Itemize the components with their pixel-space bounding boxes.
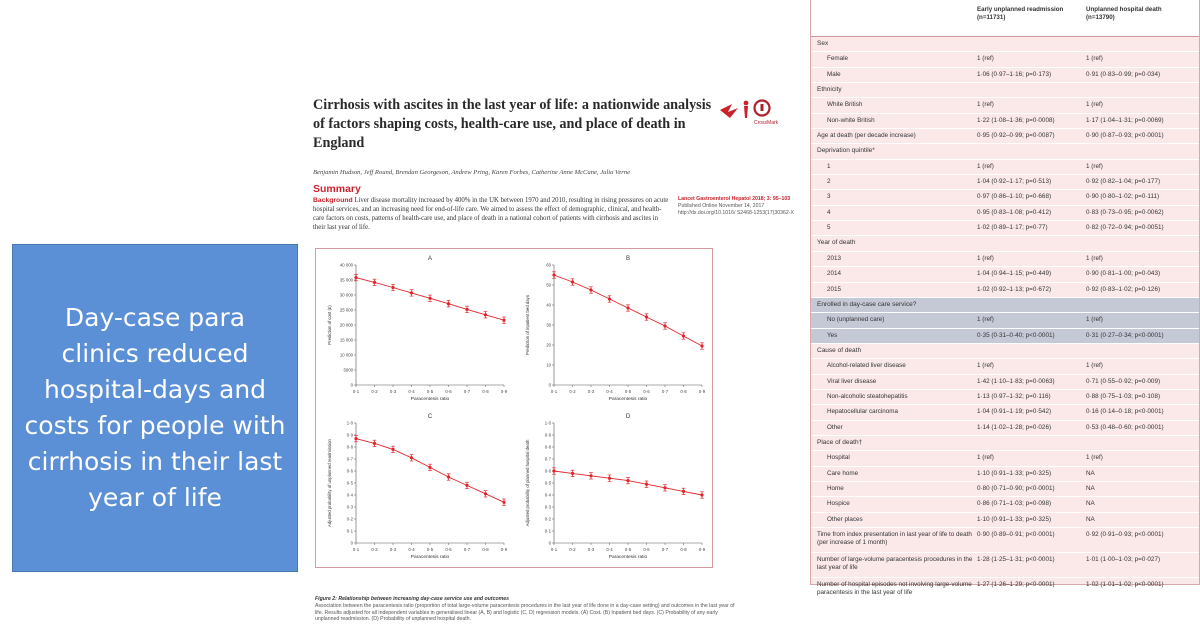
data-point — [571, 472, 574, 475]
table-row — [811, 578, 1199, 612]
journal-icons — [716, 94, 779, 130]
cell-readmission: 1·27 (1·26–1·29; p<0·0001) — [977, 581, 1055, 588]
y-tick-label: 0·8 — [346, 444, 353, 450]
table-row — [811, 528, 1199, 553]
y-tick-label: 25 000 — [339, 307, 353, 313]
table-row — [811, 329, 1199, 344]
cell-hospital-death: 1·17 (1·04–1·31; p=0·0069) — [1086, 116, 1164, 124]
row-label: Other places — [827, 515, 863, 523]
journal-citation: Lancet Gastroenterol Hepatol 2018; 3: 95–103 — [678, 196, 791, 202]
row-label: 2013 — [827, 254, 842, 262]
x-tick-label: 0·1 — [352, 389, 360, 394]
data-point — [700, 493, 703, 496]
row-label: 5 — [827, 224, 831, 232]
data-point — [645, 315, 648, 318]
cell-hospital-death: NA — [1086, 500, 1095, 508]
figure-caption — [315, 596, 735, 623]
data-point — [682, 334, 685, 337]
x-tick-label: 0·8 — [482, 389, 489, 394]
cell-hospital-death: 0·90 (0·87–0·93; p<0·0001) — [1086, 132, 1164, 140]
y-tick-label: 0 — [548, 540, 551, 546]
y-tick-label: 35 000 — [339, 277, 353, 283]
cell-readmission: 1·04 (0·92–1·17; p=0·513) — [977, 178, 1052, 186]
row-label: Hospice — [827, 500, 850, 508]
paper-excerpt — [310, 88, 804, 628]
table-row — [811, 206, 1199, 221]
cell-hospital-death: 0·71 (0·55–0·92; p=0·009) — [1086, 377, 1161, 385]
y-tick-label: 10 000 — [339, 352, 353, 358]
row-label: Ethnicity — [817, 86, 842, 94]
cell-hospital-death: 0·82 (0·72–0·94; p=0·0051) — [1086, 224, 1164, 232]
x-tick-label: 0·6 — [445, 389, 452, 394]
data-point — [571, 280, 574, 283]
table-row — [811, 129, 1199, 144]
paper-authors: Benjamin Hudson, Jeff Round, Brendan Georgeson, Andrew Pring, Karen Forbes, Catherine Anne McCune, Julia Verne — [313, 169, 631, 176]
cell-hospital-death: 0·88 (0·75–1·03; p=0·108) — [1086, 392, 1161, 400]
summary-heading: Summary — [313, 183, 361, 195]
cell-readmission: 1 (ref) — [977, 254, 994, 262]
callout-box — [12, 244, 298, 572]
row-label: 1 — [827, 162, 831, 170]
y-tick-label: 0·9 — [346, 432, 353, 438]
cell-hospital-death: 0·90 (0·81–1·00; p=0·043) — [1086, 270, 1161, 278]
figure-charts — [316, 249, 712, 567]
data-point — [410, 291, 413, 294]
cell-hospital-death: 0·91 (0·83–0·99; p=0·034) — [1086, 70, 1161, 78]
row-label: Non-white British — [827, 116, 875, 124]
y-tick-label: 10 — [546, 362, 551, 368]
x-axis-label: Paracentesis ratio — [608, 397, 648, 402]
cell-readmission: 1·04 (0·94–1·15; p=0·449) — [977, 270, 1052, 278]
cell-readmission: 1 (ref) — [977, 316, 994, 324]
table-row — [811, 390, 1199, 405]
row-label: Female — [827, 55, 848, 63]
x-tick-label: 0·5 — [624, 547, 632, 552]
x-tick-label: 0·2 — [371, 389, 378, 394]
cell-readmission: 0·97 (0·86–1·10; p=0·668) — [977, 193, 1052, 201]
data-point — [663, 486, 666, 489]
x-tick-label: 0·3 — [587, 547, 595, 552]
cell-hospital-death: 0·90 (0·80–1·02; p=0·111) — [1086, 193, 1160, 201]
data-point — [465, 308, 468, 311]
x-tick-label: 0·1 — [550, 547, 558, 552]
x-tick-label: 0·1 — [550, 389, 558, 394]
cell-readmission: 1·04 (0·91–1·19; p=0·542) — [977, 408, 1052, 416]
table-row — [811, 451, 1199, 466]
row-label: Alcohol-related liver disease — [827, 362, 906, 370]
row-label: Viral liver disease — [827, 377, 877, 385]
data-point — [391, 286, 394, 289]
table-row — [811, 283, 1199, 298]
panel-label: C — [427, 414, 433, 420]
row-label: Home — [827, 484, 844, 492]
x-tick-label: 0·7 — [661, 389, 669, 394]
cell-hospital-death: 0·92 (0·82–1·04; p=0·177) — [1086, 178, 1161, 186]
data-point — [354, 276, 357, 279]
cell-readmission: 1·22 (1·08–1·36; p=0·0008) — [977, 116, 1055, 124]
y-tick-label: 40 000 — [339, 262, 353, 268]
row-label: Place of death† — [817, 438, 863, 446]
cell-readmission: 1 (ref) — [977, 362, 994, 370]
cell-readmission: 1·28 (1·25–1·31; p<0·0001) — [977, 556, 1055, 563]
header-hospital-death: Unplanned hospital death (n=13790) — [1086, 6, 1162, 21]
cell-readmission: 1·14 (1·02–1·28; p=0·026) — [977, 423, 1052, 431]
x-tick-label: 0·4 — [606, 547, 613, 552]
cell-readmission: 1 (ref) — [977, 55, 994, 63]
row-label: 3 — [827, 193, 831, 201]
cell-hospital-death: 0·92 (0·91–0·93; p<0·0001) — [1086, 531, 1164, 538]
cell-hospital-death: 1 (ref) — [1086, 55, 1103, 63]
callout-text: Day-case para clinics reduced hospital-days and costs for people with cirrhosis in their last year of life — [24, 303, 286, 512]
data-point — [589, 474, 592, 477]
y-tick-label: 0 — [350, 540, 353, 546]
y-tick-label: 0·9 — [544, 432, 551, 438]
cell-hospital-death: 1 (ref) — [1086, 254, 1103, 262]
y-axis-label: Prediction of inpatient bed days — [525, 295, 530, 355]
data-point — [484, 492, 487, 495]
x-tick-label: 0·4 — [408, 547, 415, 552]
table-row — [811, 68, 1199, 83]
cell-hospital-death: 0·83 (0·73–0·95; p=0·0062) — [1086, 208, 1164, 216]
data-point — [484, 313, 487, 316]
y-tick-label: 0·5 — [346, 480, 353, 486]
y-tick-label: 0·4 — [544, 492, 551, 498]
y-tick-label: 40 — [546, 302, 551, 308]
abstract — [313, 196, 669, 232]
cell-hospital-death: 1 (ref) — [1086, 101, 1103, 109]
row-label: Enrolled in day-case care service? — [817, 300, 917, 308]
table-row — [811, 467, 1199, 482]
cell-hospital-death: 1·01 (1·00–1·03; p=0·027) — [1086, 556, 1161, 563]
row-label: Other — [827, 423, 843, 431]
doi-link[interactable]: http://dx.doi.org/10.1016/ S2468-1253(17)30362-X — [678, 210, 794, 216]
cell-hospital-death: 1 (ref) — [1086, 362, 1103, 370]
cell-readmission: 1·10 (0·91–1·33; p=0·325) — [977, 469, 1052, 477]
data-point — [354, 437, 357, 440]
paper-title: Cirrhosis with ascites in the last year of life: a nationwide analysis of factors shaping costs, health-care use, and place of death in England — [313, 97, 712, 151]
table-row — [811, 298, 1199, 313]
table-row — [811, 513, 1199, 528]
figure-frame — [315, 248, 713, 568]
y-tick-label: 1·0 — [544, 420, 551, 426]
row-label: Sex — [817, 40, 829, 47]
data-point — [373, 281, 376, 284]
x-tick-label: 0·2 — [569, 547, 576, 552]
table-row — [811, 405, 1199, 420]
y-tick-label: 20 000 — [339, 322, 353, 328]
table-header — [811, 0, 1199, 37]
table-row — [811, 114, 1199, 129]
data-point — [700, 344, 703, 347]
row-label: Deprivation quintile* — [817, 147, 875, 155]
y-tick-label: 0 — [548, 382, 551, 388]
figure-caption-text: Association between the paracentesis ratio (proportion of total large-volume paracentesis procedures in the last year of life done in a day-case setting) and outcomes in the last year of life. Results adjusted for all independent variables in generalised linear (A, B) and logistic (C, D) regression models. (A) Cost. (B) Inpatient bed days. (C) Probability of any early unplanned readmission. (D) Probability of unplanned hospital death. — [315, 602, 735, 623]
cell-hospital-death: NA — [1086, 515, 1095, 523]
data-point — [410, 456, 413, 459]
row-label: No (unplanned care) — [827, 316, 885, 324]
cell-readmission: 0·95 (0·92–0·99; p=0·0087) — [977, 132, 1055, 140]
cell-readmission: 1·10 (0·91–1·33; p=0·325) — [977, 515, 1052, 523]
cell-readmission: 1·13 (0·97–1·32; p=0·116) — [977, 392, 1051, 400]
header-readmission: Early unplanned readmission (n=11731) — [977, 6, 1064, 21]
y-tick-label: 0·6 — [544, 468, 551, 474]
x-tick-label: 0·6 — [643, 389, 650, 394]
cell-readmission: 0·90 (0·89–0·91; p<0·0001) — [977, 531, 1055, 538]
x-axis-label: Paracentesis ratio — [410, 397, 450, 402]
table-row — [811, 482, 1199, 497]
row-label: White British — [827, 101, 863, 109]
x-tick-label: 0·9 — [698, 547, 706, 552]
abstract-text: Liver disease mortality increased by 400% in the UK between 1970 and 2010, resulting in rising pressures on acute hospital services, and an increasing need for end-of-life care. We aimed to assess the effect of demographic, clinical, and health-care factors on costs, patterns of health-care use, and place of death in a national cohort of patients with cirrhosis and ascites in their last year of life. — [313, 197, 669, 231]
table-row — [811, 52, 1199, 67]
x-tick-label: 0·2 — [371, 547, 378, 552]
y-tick-label: 0·2 — [544, 516, 551, 522]
data-point — [391, 448, 394, 451]
cell-hospital-death: 1 (ref) — [1086, 162, 1103, 170]
cell-hospital-death: 0·53 (0·48–0·60; p<0·0001) — [1086, 423, 1164, 431]
panel-label: D — [625, 414, 631, 420]
row-label: Care home — [827, 469, 859, 477]
data-point — [447, 475, 450, 478]
cell-hospital-death: 0·92 (0·83–1·02; p=0·126) — [1086, 285, 1161, 293]
table-row — [811, 190, 1199, 205]
cell-readmission: 0·86 (0·71–1·03; p=0·098) — [977, 500, 1052, 508]
row-label: Cause of death — [817, 346, 862, 354]
x-tick-label: 0·6 — [643, 547, 650, 552]
y-tick-label: 0·1 — [346, 528, 353, 534]
table-row — [811, 236, 1199, 251]
data-point — [608, 477, 611, 480]
y-axis-label: Adjusted probability of unplanned readmission — [327, 439, 332, 527]
table-row — [811, 553, 1199, 578]
background-label: Background — [313, 197, 353, 204]
table-row — [811, 252, 1199, 267]
row-label: 2 — [827, 178, 831, 186]
x-tick-label: 0·9 — [500, 547, 508, 552]
table-body — [811, 37, 1199, 612]
row-label: Number of hospital episodes not involving large-volume paracentesis in the last year of life — [817, 581, 972, 596]
cell-readmission: 0·35 (0·31–0·40; p<0·0001) — [977, 331, 1055, 339]
x-tick-label: 0·8 — [680, 389, 687, 394]
data-point — [428, 466, 431, 469]
table-row — [811, 221, 1199, 236]
x-axis-label: Paracentesis ratio — [410, 555, 450, 560]
table-row — [811, 375, 1199, 390]
table-row — [811, 421, 1199, 436]
x-tick-label: 0·9 — [500, 389, 508, 394]
cell-hospital-death: NA — [1086, 484, 1095, 492]
cell-hospital-death: 1 (ref) — [1086, 316, 1103, 324]
y-tick-label: 60 — [546, 262, 551, 268]
table-row — [811, 83, 1199, 98]
table-row — [811, 267, 1199, 282]
x-tick-label: 0·8 — [680, 547, 687, 552]
x-tick-label: 0·4 — [408, 389, 415, 394]
panel-label: B — [625, 256, 631, 262]
y-tick-label: 30 000 — [339, 292, 353, 298]
side-info — [678, 196, 794, 217]
table-row — [811, 160, 1199, 175]
cell-readmission: 1 (ref) — [977, 454, 994, 462]
cell-hospital-death: 0·31 (0·27–0·34; p<0·0001) — [1086, 331, 1164, 339]
y-tick-label: 0·2 — [346, 516, 353, 522]
cell-readmission: 1·42 (1·10–1·83; p=0·0063) — [977, 377, 1055, 385]
data-point — [663, 324, 666, 327]
y-tick-label: 0·1 — [544, 528, 551, 534]
crossmark-label: CrossMark — [754, 120, 779, 126]
cell-readmission: 1 (ref) — [977, 162, 994, 170]
y-tick-label: 30 — [546, 322, 551, 328]
data-point — [626, 479, 629, 482]
x-axis-label: Paracentesis ratio — [608, 555, 648, 560]
row-label: 2015 — [827, 285, 842, 293]
data-point — [465, 484, 468, 487]
data-point — [502, 319, 505, 322]
data-point — [502, 501, 505, 504]
row-label: Hepatocellular carcinoma — [827, 408, 899, 416]
data-point — [552, 469, 555, 472]
table-row — [811, 313, 1199, 328]
data-point — [552, 273, 555, 276]
cell-readmission: 1·02 (0·89–1·17; p=0·77) — [977, 224, 1048, 232]
row-label: 4 — [827, 208, 831, 216]
data-point — [589, 288, 592, 291]
y-tick-label: 20 — [546, 342, 551, 348]
table-row — [811, 436, 1199, 451]
y-axis-label: Prediction of cost (£) — [327, 305, 332, 345]
row-label: Hospital — [827, 454, 850, 462]
x-tick-label: 0·7 — [463, 389, 471, 394]
row-label: Yes — [827, 331, 838, 339]
y-tick-label: 0·3 — [544, 504, 551, 510]
y-tick-label: 0·8 — [544, 444, 551, 450]
x-tick-label: 0·1 — [352, 547, 360, 552]
table-row — [811, 497, 1199, 512]
table-row — [811, 175, 1199, 190]
row-label: Non-alcoholic steatohepatitis — [827, 392, 908, 400]
y-tick-label: 0·6 — [346, 468, 353, 474]
y-tick-label: 0·3 — [346, 504, 353, 510]
y-tick-label: 15 000 — [339, 337, 353, 343]
cell-readmission: 0·95 (0·83–1·08; p=0·412) — [977, 208, 1052, 216]
published-date: Published Online November 14, 2017 — [678, 203, 765, 209]
x-tick-label: 0·5 — [426, 389, 434, 394]
results-table — [810, 0, 1200, 596]
data-point — [447, 302, 450, 305]
table-row — [811, 344, 1199, 359]
cell-hospital-death: 1·02 (1·01–1·02; p<0·0001) — [1086, 581, 1164, 588]
x-tick-label: 0·9 — [698, 389, 706, 394]
data-point — [608, 297, 611, 300]
y-tick-label: 0 — [350, 382, 353, 388]
x-tick-label: 0·8 — [482, 547, 489, 552]
y-tick-label: 0·7 — [544, 456, 551, 462]
panel-label: A — [427, 256, 433, 262]
row-label: Male — [827, 70, 841, 78]
table-row — [811, 359, 1199, 374]
y-tick-label: 50 — [546, 282, 551, 288]
cell-readmission: 1·06 (0·97–1·16; p=0·173) — [977, 70, 1052, 78]
figure-caption-title: Figure 2: Relationship between increasing day-case service use and outcomes — [315, 596, 510, 602]
data-point — [373, 442, 376, 445]
table-row — [811, 98, 1199, 113]
x-tick-label: 0·3 — [389, 547, 397, 552]
data-point — [428, 297, 431, 300]
data-point — [682, 490, 685, 493]
x-tick-label: 0·6 — [445, 547, 452, 552]
cell-hospital-death: 0·16 (0·14–0·18; p<0·0001) — [1086, 408, 1164, 416]
cell-readmission: 1·02 (0·92–1·13; p=0·672) — [977, 285, 1052, 293]
x-tick-label: 0·7 — [661, 547, 669, 552]
data-point — [645, 483, 648, 486]
y-tick-label: 0·7 — [346, 456, 353, 462]
cell-hospital-death: 1 (ref) — [1086, 454, 1103, 462]
y-tick-label: 5000 — [343, 367, 353, 373]
table-row — [811, 144, 1199, 159]
row-label: Year of death — [817, 239, 856, 247]
cell-readmission: 0·80 (0·71–0·90; p<0·0001) — [977, 484, 1055, 492]
y-tick-label: 1·0 — [346, 420, 353, 426]
x-tick-label: 0·3 — [389, 389, 397, 394]
x-tick-label: 0·3 — [587, 389, 595, 394]
x-tick-label: 0·2 — [569, 389, 576, 394]
y-tick-label: 0·5 — [544, 480, 551, 486]
x-tick-label: 0·4 — [606, 389, 613, 394]
row-label: 2014 — [827, 270, 842, 278]
y-tick-label: 0·4 — [346, 492, 353, 498]
data-point — [626, 306, 629, 309]
x-tick-label: 0·5 — [624, 389, 632, 394]
x-tick-label: 0·7 — [463, 547, 471, 552]
y-axis-label: Adjusted probability of planned hospital death — [525, 439, 530, 527]
x-tick-label: 0·5 — [426, 547, 434, 552]
row-label: Number of large-volume paracentesis procedures in the last year of life — [817, 556, 973, 571]
row-label: Age at death (per decade increase) — [817, 132, 916, 140]
cell-readmission: 1 (ref) — [977, 101, 994, 109]
cell-hospital-death: NA — [1086, 469, 1095, 477]
row-label: Time from index presentation in last year of life to death (per increase of 1 month) — [817, 531, 972, 546]
table-row — [811, 37, 1199, 52]
